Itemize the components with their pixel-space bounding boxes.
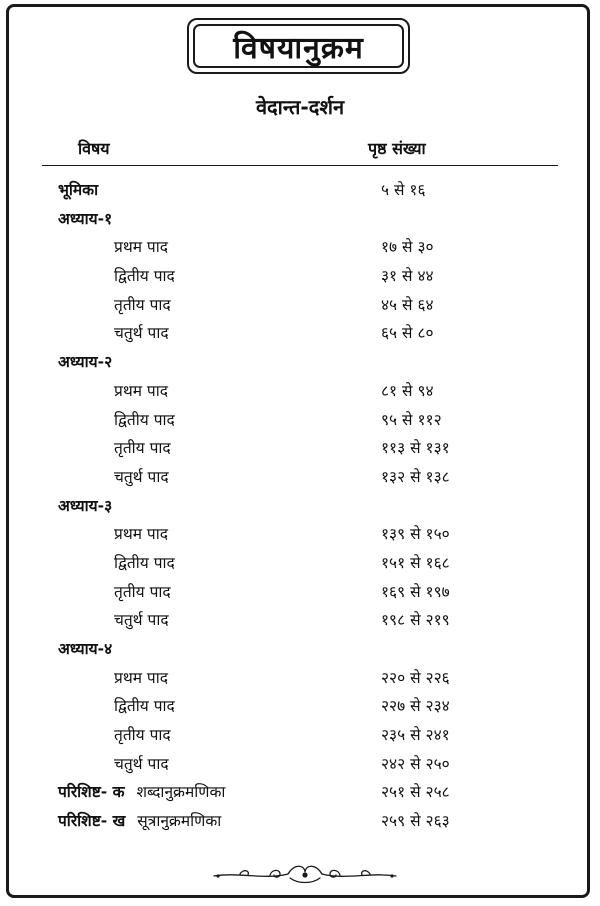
book-subtitle: वेदान्त-दर्शन xyxy=(255,95,345,119)
toc-row-section xyxy=(0,578,600,607)
toc-entry-pages: ११३ से १३१ xyxy=(381,439,450,458)
toc-row-chapter xyxy=(0,176,600,205)
toc-row-section xyxy=(0,291,600,320)
toc-entry-pages: ५ से १६ xyxy=(381,181,426,199)
toc-entry-label: अध्याय-२ xyxy=(58,353,113,372)
decorative-flourish-icon xyxy=(210,860,400,886)
appendix-name: सूत्रानुक्रमणिका xyxy=(137,812,222,831)
toc-row-section xyxy=(0,319,600,348)
toc-entry-label: चतुर्थ पाद xyxy=(114,324,169,343)
toc-entry-pages: १७ से ३० xyxy=(381,238,434,257)
column-header-topic: विषय xyxy=(78,139,110,158)
toc-row-section xyxy=(0,262,600,291)
toc-entry-label: भूमिका xyxy=(58,181,99,199)
toc-row-section xyxy=(0,520,600,549)
toc-row-chapter xyxy=(0,348,600,377)
toc-row-section xyxy=(0,377,600,406)
contents-list xyxy=(0,176,600,836)
toc-entry-label: चतुर्थ पाद xyxy=(114,611,169,630)
toc-entry-pages: ८१ से ९४ xyxy=(381,381,434,400)
toc-row-chapter xyxy=(0,635,600,664)
toc-row-chapter xyxy=(0,205,600,234)
appendix-prefix: परिशिष्ट- क xyxy=(58,783,125,802)
toc-entry-pages: २३५ से २४१ xyxy=(381,726,450,745)
toc-row-section xyxy=(0,434,600,463)
toc-entry-label: तृतीय पाद xyxy=(114,582,171,601)
toc-entry-pages: ४५ से ६४ xyxy=(381,295,434,314)
toc-entry-pages: १३२ से १३८ xyxy=(381,467,450,486)
toc-entry-pages: ६५ से ८० xyxy=(381,324,434,343)
title-frame-inner xyxy=(193,24,404,68)
toc-entry-pages: २२० से २२६ xyxy=(381,668,450,687)
toc-row-section xyxy=(0,721,600,750)
toc-entry-label: तृतीय पाद xyxy=(114,726,171,745)
toc-entry-label: अध्याय-३ xyxy=(58,496,113,515)
header-divider xyxy=(42,165,558,166)
toc-entry-label: द्वितीय पाद xyxy=(114,553,175,572)
toc-entry-label xyxy=(58,807,221,836)
toc-entry-pages: २५१ से २५८ xyxy=(381,783,450,802)
toc-entry-label: अध्याय-१ xyxy=(58,209,113,228)
toc-entry-label: प्रथम पाद xyxy=(114,525,168,544)
toc-row-section xyxy=(0,606,600,635)
toc-entry-pages: १९८ से २१९ xyxy=(381,611,450,630)
toc-entry-label: द्वितीय पाद xyxy=(114,410,175,429)
toc-entry-label: द्वितीय पाद xyxy=(114,697,175,716)
toc-entry-pages: १६९ से १९७ xyxy=(381,582,450,601)
toc-entry-pages: १३९ से १५० xyxy=(381,525,450,544)
toc-entry-label: तृतीय पाद xyxy=(114,439,171,458)
toc-entry-pages: ३१ से ४४ xyxy=(381,267,434,286)
toc-row-section xyxy=(0,750,600,779)
toc-row-section xyxy=(0,664,600,693)
toc-entry-label: चतुर्थ पाद xyxy=(114,754,169,773)
column-header-page-count: पृष्ठ संख्या xyxy=(368,139,426,158)
toc-entry-pages: २५९ से २६३ xyxy=(381,812,450,831)
toc-row-appendix xyxy=(0,778,600,807)
toc-row-section xyxy=(0,233,600,262)
toc-entry-label: द्वितीय पाद xyxy=(114,267,175,286)
toc-entry-label: चतुर्थ पाद xyxy=(114,467,169,486)
toc-entry-label: प्रथम पाद xyxy=(114,381,168,400)
appendix-prefix: परिशिष्ट- ख xyxy=(58,812,126,831)
toc-entry-label: प्रथम पाद xyxy=(114,238,168,257)
toc-entry-pages: २४२ से २५० xyxy=(381,754,450,773)
page-title: विषयानुक्रम xyxy=(233,30,364,66)
toc-row-appendix xyxy=(0,807,600,836)
toc-entry-pages: ९५ से ११२ xyxy=(381,410,442,429)
toc-entry-label: अध्याय-४ xyxy=(58,640,113,658)
toc-row-section xyxy=(0,463,600,492)
toc-row-section xyxy=(0,549,600,578)
toc-row-section xyxy=(0,692,600,721)
toc-entry-label: तृतीय पाद xyxy=(114,295,171,314)
toc-entry-label: प्रथम पाद xyxy=(114,668,168,687)
appendix-name: शब्दानुक्रमणिका xyxy=(136,783,226,802)
toc-row-section xyxy=(0,406,600,435)
title-frame xyxy=(187,18,410,74)
toc-entry-pages: २२७ से २३४ xyxy=(381,697,450,716)
toc-entry-label xyxy=(58,778,225,807)
toc-entry-pages: १५१ से १६८ xyxy=(381,553,450,572)
toc-row-chapter xyxy=(0,492,600,521)
